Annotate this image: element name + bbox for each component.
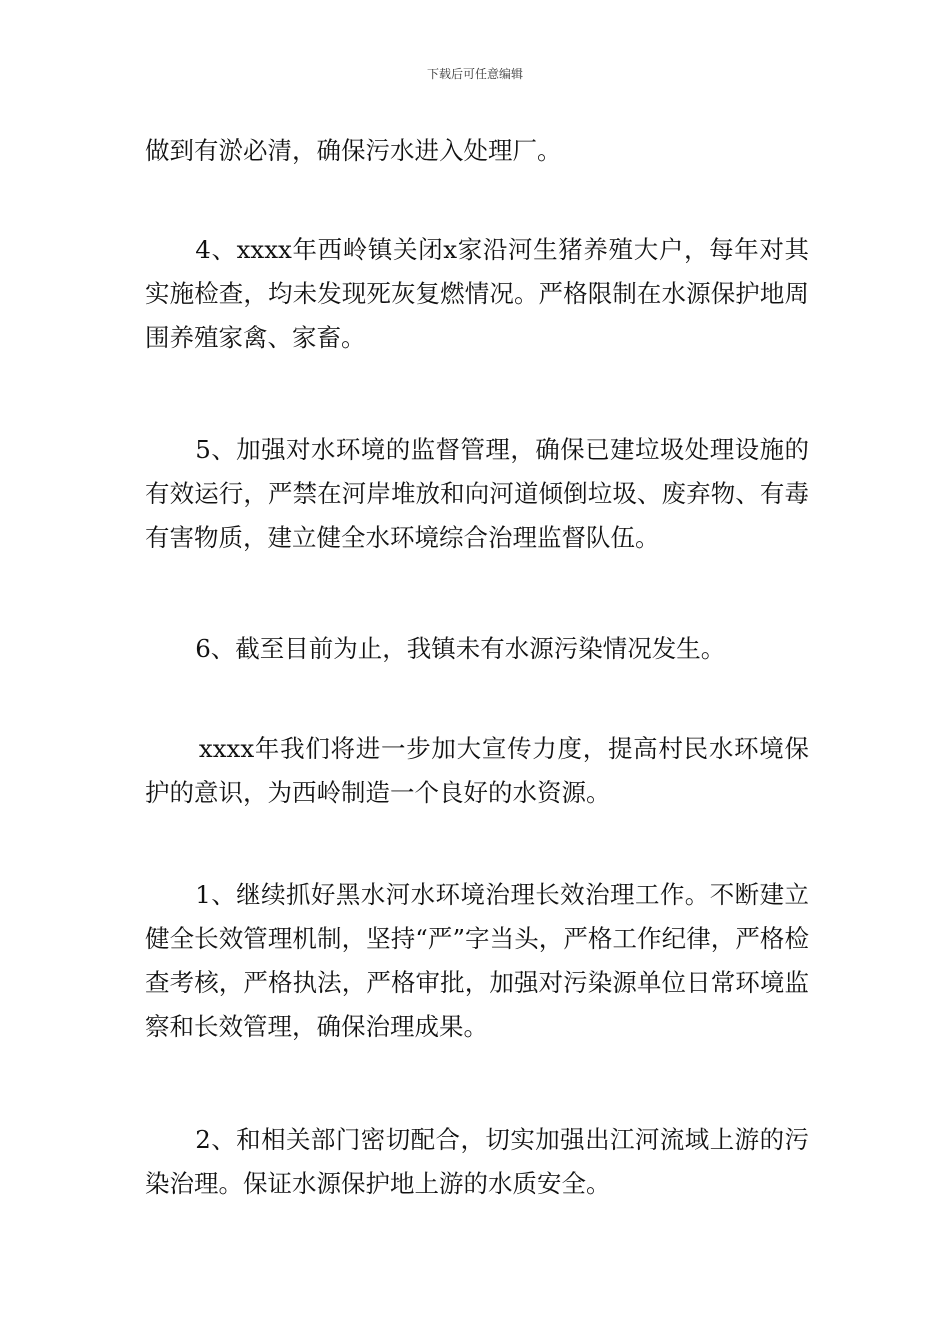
page-header: 下载后可任意编辑 — [426, 67, 523, 81]
paragraph-item-4: 4、xxxx年西岭镇关闭x家沿河生猪养殖大户，每年对其实施检查，均未发现死灰复燃情况。严格限制在水源保护地周围养殖家禽、家畜。 — [145, 235, 809, 352]
paragraph-item-5: 5、加强对水环境的监督管理，确保已建垃圾处理设施的有效运行，严禁在河岸堆放和向河道倾倒垃圾、废弃物、有毒有害物质，建立健全水环境综合治理监督队伍。 — [145, 435, 809, 552]
paragraph-item-6: 6、截至目前为止，我镇未有水源污染情况发生。 — [195, 634, 726, 663]
paragraph-plan-item-2: 2、和相关部门密切配合，切实加强出江河流域上游的污染治理。保证水源保护地上游的水质安全。 — [145, 1125, 809, 1198]
paragraph-plan-item-1: 1、继续抓好黑水河水环境治理长效治理工作。不断建立健全长效管理机制，坚持“严”字当头，严格工作纪律，严格检查考核，严格执法，严格审批，加强对污染源单位日常环境监察和长效管理，确保治理成果。 — [145, 880, 809, 1041]
paragraph-plan-intro: xxxx年我们将进一步加大宣传力度，提高村民水环境保护的意识，为西岭制造一个良好的水资源。 — [145, 734, 809, 807]
paragraph-continuation: 做到有淤必清，确保污水进入处理厂。 — [145, 136, 562, 165]
